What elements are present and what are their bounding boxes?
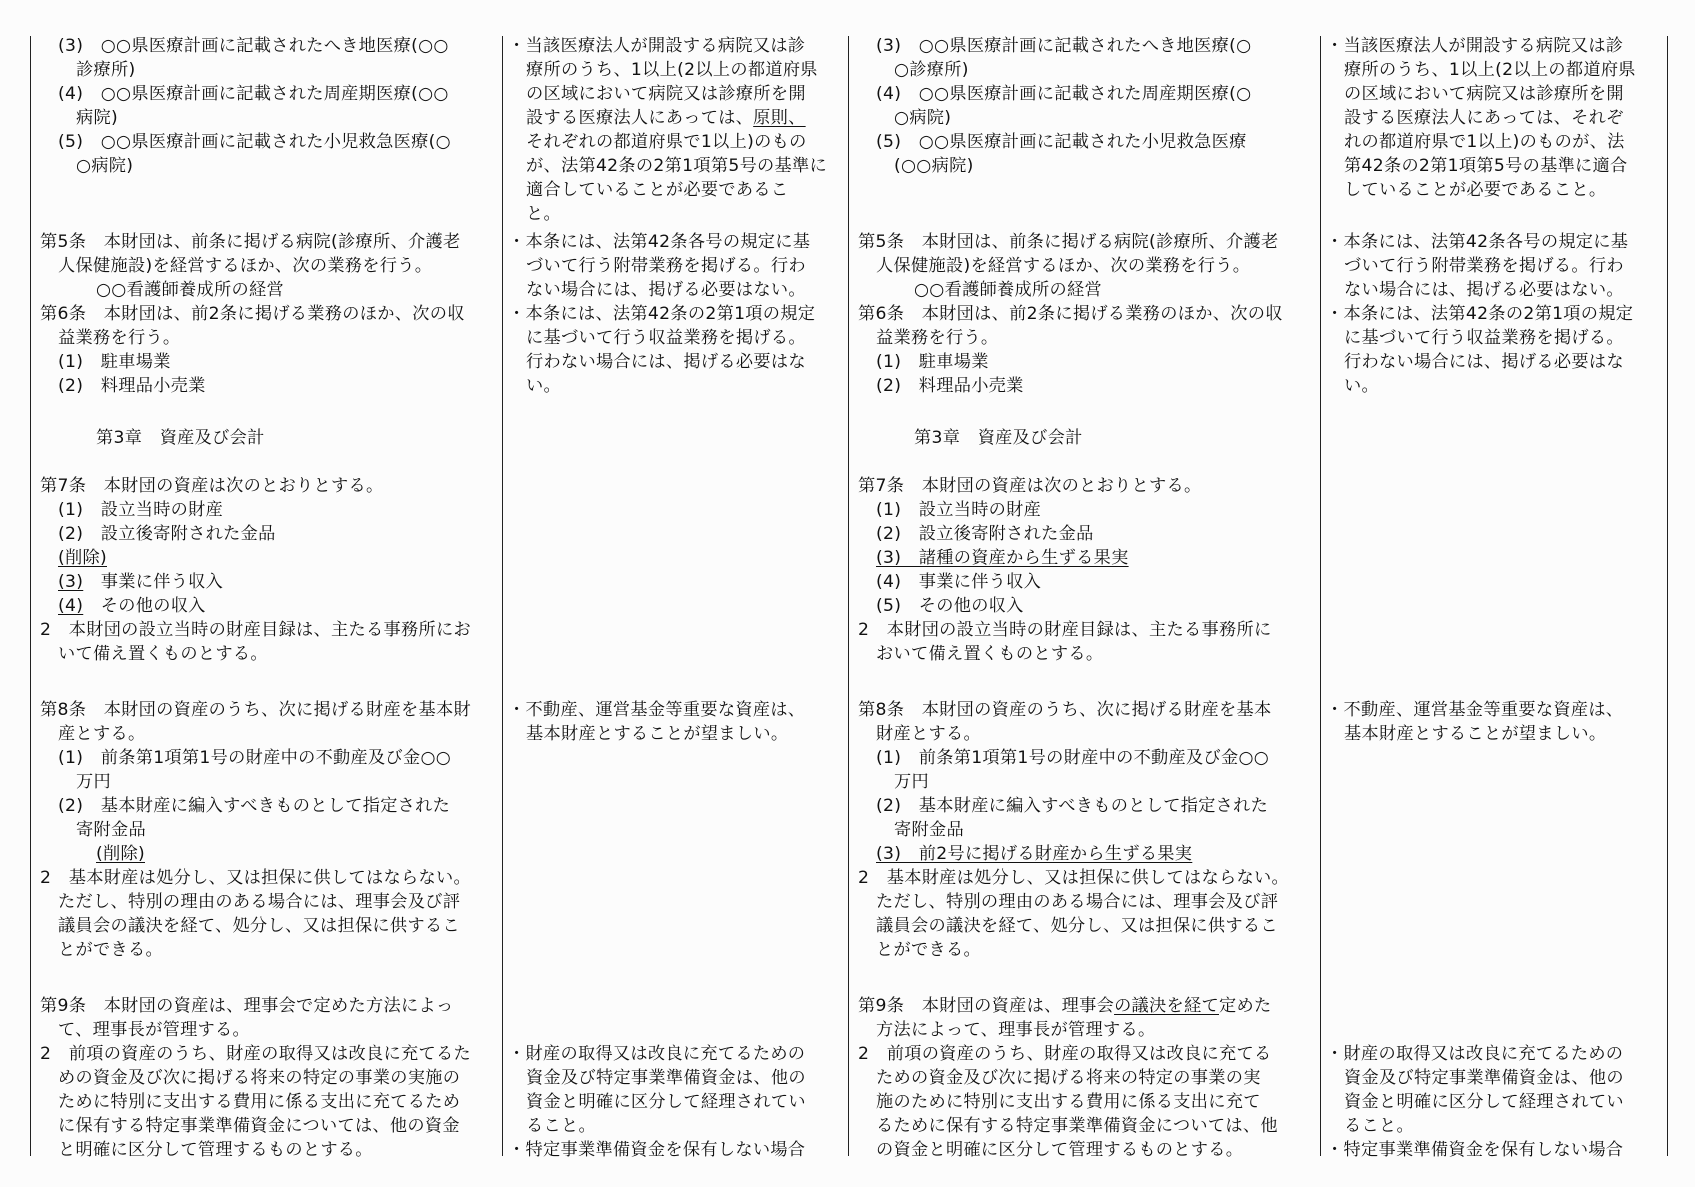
line-text: ・本条には、法第42条の2第1項の規定: [1326, 304, 1634, 324]
text-line: [1344, 178, 1606, 202]
line-text: と。: [526, 204, 561, 224]
line-text: 基本財産とすることが望ましい。: [526, 724, 789, 744]
text-line: [58, 1138, 373, 1162]
line-text: ・財産の取得又は改良に充てるための: [508, 1044, 806, 1064]
text-line: [58, 1018, 250, 1042]
line-text: (1) 設立当時の財産: [876, 500, 1042, 520]
text-line: [876, 722, 981, 746]
line-text: 行わない場合には、掲げる必要はな: [1344, 352, 1624, 372]
line-text: の資金と明確に区分して管理するものとする。: [876, 1140, 1244, 1160]
line-text: 第7条 本財団の資産は次のとおりとする。: [858, 476, 1202, 496]
text-line: [526, 130, 807, 154]
column-divider: [1667, 36, 1668, 1156]
text-line: [876, 938, 981, 962]
text-line: [876, 82, 1251, 106]
text-line: [876, 594, 1024, 618]
line-text: (2) 基本財産に編入すべきものとして指定された: [876, 796, 1269, 816]
line-text: 療所のうち、1以上(2以上の都道府県: [526, 60, 818, 80]
line-text: 2 基本財産は処分し、又は担保に供してはならない。: [858, 868, 1289, 888]
text-line: [876, 890, 1278, 914]
line-text: 2 前項の資産のうち、財産の取得又は改良に充てるた: [40, 1044, 471, 1064]
line-text: 施のために特別に支出する費用に係る支出に充て: [876, 1092, 1261, 1112]
line-text: 人保健施設)を経営するほか、次の業務を行う。: [58, 256, 433, 276]
line-text: 資金及び特定事業準備資金は、他の: [1344, 1068, 1624, 1088]
text-line: [1326, 302, 1633, 326]
line-text: ○診療所): [894, 60, 969, 80]
text-line: [1344, 326, 1624, 350]
line-text: 議員会の議決を経て、処分し、又は担保に供するこ: [876, 916, 1278, 936]
text-line: [76, 818, 146, 842]
text-line: [1344, 106, 1624, 130]
line-text: していることが必要であること。: [1344, 180, 1607, 200]
line-text: ○病院): [76, 156, 134, 176]
text-line: [894, 106, 951, 130]
line-text: 万円: [894, 772, 929, 792]
text-line: [526, 58, 818, 82]
text-line: [526, 82, 806, 106]
text-line: [58, 130, 451, 154]
text-line: [876, 842, 1192, 866]
text-line: [858, 302, 1283, 326]
line-text: 産とする。: [58, 724, 146, 744]
text-line: [58, 34, 449, 58]
line-text: 方法によって、理事長が管理する。: [876, 1020, 1156, 1040]
text-line: [876, 254, 1250, 278]
line-text: ない場合には、掲げる必要はない。: [1344, 280, 1624, 300]
line-text: 第9条 本財団の資産は、理事会で定めた方法によっ: [40, 996, 454, 1016]
line-text: 設する医療法人にあっては、: [526, 108, 754, 128]
line-text: (2) 設立後寄附された金品: [876, 524, 1094, 544]
line-text: (1) 前条第1項第1号の財産中の不動産及び金○○: [876, 748, 1270, 768]
text-line: [40, 866, 471, 890]
line-text: (2) 設立後寄附された金品: [58, 524, 276, 544]
line-text: (1) 前条第1項第1号の財産中の不動産及び金○○: [58, 748, 452, 768]
text-line: [876, 794, 1268, 818]
text-line: [58, 1066, 460, 1090]
line-text: に保有する特定事業準備資金については、他の資金: [58, 1116, 460, 1136]
text-line: [876, 130, 1247, 154]
line-text: 寄附金品: [76, 820, 146, 840]
text-line: [858, 1042, 1271, 1066]
line-text: (4) 事業に伴う収入: [876, 572, 1042, 592]
text-line: [40, 618, 471, 642]
text-line: [876, 374, 1024, 398]
text-line: [894, 770, 929, 794]
text-line: [914, 278, 1102, 302]
line-text: (2) 料理品小売業: [58, 376, 206, 396]
text-line: [526, 178, 788, 202]
line-text: ること。: [526, 1116, 596, 1136]
line-text: ための資金及び次に掲げる将来の特定の事業の実: [876, 1068, 1261, 1088]
text-line: [96, 278, 284, 302]
line-text: づいて行う附帯業務を掲げる。行わ: [1344, 256, 1624, 276]
line-text: 資金及び特定事業準備資金は、他の: [526, 1068, 806, 1088]
text-line: [876, 746, 1269, 770]
line-text: 設する医療法人にあっては、それぞ: [1344, 108, 1624, 128]
text-line: [1326, 698, 1623, 722]
line-text: 寄附金品: [894, 820, 964, 840]
text-line: [1326, 230, 1628, 254]
text-line: [526, 154, 827, 178]
line-text: (1) 設立当時の財産: [58, 500, 224, 520]
line-text: ・本条には、法第42条各号の規定に基: [1326, 232, 1629, 252]
line-text: 診療所): [76, 60, 136, 80]
text-line: [876, 642, 1103, 666]
text-line: [40, 230, 460, 254]
text-line: [526, 326, 806, 350]
text-line: [858, 618, 1271, 642]
text-line: [58, 570, 223, 594]
line-text: おいて備え置くものとする。: [876, 644, 1104, 664]
text-line: [526, 202, 561, 226]
text-line: [876, 1090, 1261, 1114]
line-text: 定めた: [1219, 996, 1272, 1016]
line-text: 病院): [76, 108, 118, 128]
line-text: に基づいて行う収益業務を掲げる。: [526, 328, 806, 348]
line-text: 資金と明確に区分して経理されてい: [526, 1092, 806, 1112]
line-text: ・特定事業準備資金を保有しない場合: [1326, 1140, 1624, 1160]
text-line: [40, 474, 384, 498]
text-line: [876, 350, 989, 374]
line-text: 第5条 本財団は、前条に掲げる病院(診療所、介護老: [858, 232, 1279, 252]
line-text: 2 前項の資産のうち、財産の取得又は改良に充てる: [858, 1044, 1272, 1064]
text-line: [526, 374, 561, 398]
line-text: 第3章 資産及び会計: [96, 428, 265, 448]
line-text: 資金と明確に区分して経理されてい: [1344, 1092, 1624, 1112]
amended-text: (削除): [96, 844, 145, 864]
line-text: 第7条 本財団の資産は次のとおりとする。: [40, 476, 384, 496]
text-line: [58, 374, 206, 398]
text-line: [96, 842, 145, 866]
line-text: 適合していることが必要であるこ: [526, 180, 789, 200]
line-text: 第8条 本財団の資産のうち、次に掲げる財産を基本: [858, 700, 1272, 720]
text-line: [58, 1090, 460, 1114]
text-line: [858, 866, 1289, 890]
column-divider: [30, 36, 31, 1156]
line-text: 行わない場合には、掲げる必要はな: [526, 352, 806, 372]
line-text: 療所のうち、1以上(2以上の都道府県: [1344, 60, 1636, 80]
line-text: 第42条の2第1項第5号の基準に適合: [1344, 156, 1628, 176]
text-line: [876, 1114, 1278, 1138]
text-line: [58, 326, 180, 350]
text-line: [876, 522, 1094, 546]
text-line: [58, 890, 460, 914]
text-line: [876, 1066, 1261, 1090]
line-text: とができる。: [58, 940, 163, 960]
line-text: (2) 料理品小売業: [876, 376, 1024, 396]
text-line: [526, 1090, 806, 1114]
line-text: ・当該医療法人が開設する病院又は診: [1326, 36, 1624, 56]
text-line: [58, 350, 171, 374]
text-line: [526, 722, 788, 746]
line-text: 第9条 本財団の資産は、理事会: [858, 996, 1115, 1016]
line-text: (5) その他の収入: [876, 596, 1024, 616]
text-line: [1344, 374, 1379, 398]
text-line: [1344, 278, 1624, 302]
text-line: [58, 498, 223, 522]
amended-text: (4): [58, 596, 84, 616]
text-line: [58, 254, 432, 278]
text-line: [1344, 254, 1624, 278]
column-divider: [502, 36, 503, 1156]
text-line: [1326, 34, 1623, 58]
amended-text: 原則、: [753, 108, 806, 128]
line-text: (3) ○○県医療計画に記載されたへき地医療(○: [876, 36, 1252, 56]
line-text: ただし、特別の理由のある場合には、理事会及び評: [58, 892, 461, 912]
text-line: [76, 770, 111, 794]
text-line: [1344, 1090, 1624, 1114]
line-text: 人保健施設)を経営するほか、次の業務を行う。: [876, 256, 1251, 276]
text-line: [58, 722, 145, 746]
line-text: るために保有する特定事業準備資金については、他: [876, 1116, 1278, 1136]
line-text: (○○病院): [894, 156, 974, 176]
line-text: 2 本財団の設立当時の財産目録は、主たる事務所にお: [40, 620, 471, 640]
text-line: [508, 34, 805, 58]
line-text: が、法第42条の2第1項第5号の基準に: [526, 156, 828, 176]
line-text: ・本条には、法第42条の2第1項の規定: [508, 304, 816, 324]
line-text: ・本条には、法第42条各号の規定に基: [508, 232, 811, 252]
line-text: 財産とする。: [876, 724, 981, 744]
text-line: [1344, 154, 1628, 178]
text-line: [858, 230, 1278, 254]
line-text: 事業に伴う収入: [83, 572, 224, 592]
line-text: 第6条 本財団は、前2条に掲げる業務のほか、次の収: [858, 304, 1283, 324]
line-text: (3) ○○県医療計画に記載されたへき地医療(○○: [58, 36, 449, 56]
line-text: ・当該医療法人が開設する病院又は診: [508, 36, 806, 56]
text-line: [876, 1018, 1155, 1042]
text-line: [508, 1138, 805, 1162]
text-line: [894, 818, 964, 842]
line-text: に基づいて行う収益業務を掲げる。: [1344, 328, 1624, 348]
line-text: その他の収入: [83, 596, 206, 616]
line-text: 万円: [76, 772, 111, 792]
line-text: (2) 基本財産に編入すべきものとして指定された: [58, 796, 451, 816]
text-line: [58, 914, 460, 938]
text-line: [58, 82, 449, 106]
line-text: 第8条 本財団の資産のうち、次に掲げる財産を基本財: [40, 700, 471, 720]
text-line: [1326, 1138, 1623, 1162]
text-line: [526, 254, 806, 278]
text-line: [876, 326, 998, 350]
text-line: [58, 522, 276, 546]
text-line: [76, 154, 133, 178]
text-line: [876, 1138, 1243, 1162]
line-text: 益業務を行う。: [876, 328, 999, 348]
text-line: [876, 914, 1278, 938]
text-line: [876, 498, 1041, 522]
line-text: い。: [1344, 376, 1379, 396]
line-text: (5) ○○県医療計画に記載された小児救急医療: [876, 132, 1247, 152]
text-line: [76, 58, 135, 82]
line-text: 議員会の議決を経て、処分し、又は担保に供するこ: [58, 916, 460, 936]
text-line: [858, 994, 1271, 1018]
line-text: い。: [526, 376, 561, 396]
text-line: [858, 474, 1202, 498]
line-text: 基本財産とすることが望ましい。: [1344, 724, 1607, 744]
line-text: の区域において病院又は診療所を開: [526, 84, 806, 104]
line-text: れの都道府県で1以上)のものが、法: [1344, 132, 1625, 152]
text-line: [914, 426, 1083, 450]
text-line: [526, 106, 806, 130]
text-line: [40, 994, 453, 1018]
line-text: (1) 駐車場業: [58, 352, 171, 372]
line-text: 益業務を行う。: [58, 328, 181, 348]
line-text: ○○看護師養成所の経営: [914, 280, 1102, 300]
amended-text: (削除): [58, 548, 107, 568]
text-line: [1344, 350, 1624, 374]
line-text: ない場合には、掲げる必要はない。: [526, 280, 806, 300]
text-line: [1344, 1114, 1414, 1138]
amended-text: (3) 諸種の資産から生ずる果実: [876, 548, 1129, 568]
text-line: [58, 1114, 460, 1138]
line-text: それぞれの都道府県で1以上)のもの: [526, 132, 807, 152]
text-line: [526, 350, 806, 374]
text-line: [58, 594, 206, 618]
text-line: [40, 1042, 471, 1066]
line-text: ・財産の取得又は改良に充てるための: [1326, 1044, 1624, 1064]
line-text: (1) 駐車場業: [876, 352, 989, 372]
text-line: [858, 698, 1271, 722]
line-text: づいて行う附帯業務を掲げる。行わ: [526, 256, 806, 276]
amended-text: (3): [58, 572, 84, 592]
text-line: [526, 1114, 596, 1138]
text-line: [508, 698, 805, 722]
line-text: いて備え置くものとする。: [58, 644, 268, 664]
line-text: (4) ○○県医療計画に記載された周産期医療(○○: [58, 84, 449, 104]
line-text: ・不動産、運営基金等重要な資産は、: [508, 700, 806, 720]
line-text: (4) ○○県医療計画に記載された周産期医療(○: [876, 84, 1252, 104]
amended-text: (3) 前2号に掲げる財産から生ずる果実: [876, 844, 1193, 864]
text-line: [58, 938, 163, 962]
text-line: [508, 302, 815, 326]
text-line: [1344, 1066, 1624, 1090]
text-line: [876, 546, 1129, 570]
text-line: [40, 302, 465, 326]
line-text: (5) ○○県医療計画に記載された小児救急医療(○: [58, 132, 451, 152]
column-divider: [1320, 36, 1321, 1156]
line-text: 2 基本財産は処分し、又は担保に供してはならない。: [40, 868, 471, 888]
text-line: [58, 746, 451, 770]
text-line: [526, 278, 806, 302]
line-text: と明確に区分して管理するものとする。: [58, 1140, 373, 1160]
line-text: とができる。: [876, 940, 981, 960]
text-line: [1344, 722, 1606, 746]
amended-text: の議決を経て: [1114, 996, 1219, 1016]
line-text: ること。: [1344, 1116, 1414, 1136]
text-line: [40, 698, 471, 722]
text-line: [1326, 1042, 1623, 1066]
text-line: [1344, 58, 1636, 82]
line-text: の区域において病院又は診療所を開: [1344, 84, 1624, 104]
line-text: ・不動産、運営基金等重要な資産は、: [1326, 700, 1624, 720]
line-text: ○○看護師養成所の経営: [96, 280, 284, 300]
text-line: [894, 154, 974, 178]
line-text: 第6条 本財団は、前2条に掲げる業務のほか、次の収: [40, 304, 465, 324]
text-line: [876, 34, 1251, 58]
line-text: 2 本財団の設立当時の財産目録は、主たる事務所に: [858, 620, 1272, 640]
text-line: [1344, 130, 1625, 154]
line-text: ○病院): [894, 108, 952, 128]
text-line: [526, 1066, 806, 1090]
line-text: めの資金及び次に掲げる将来の特定の事業の実施の: [58, 1068, 461, 1088]
text-line: [96, 426, 265, 450]
text-line: [58, 794, 450, 818]
text-line: [508, 1042, 805, 1066]
line-text: ただし、特別の理由のある場合には、理事会及び評: [876, 892, 1279, 912]
text-line: [894, 58, 969, 82]
line-text: 第5条 本財団は、前条に掲げる病院(診療所、介護老: [40, 232, 461, 252]
text-line: [76, 106, 118, 130]
text-line: [58, 546, 107, 570]
line-text: て、理事長が管理する。: [58, 1020, 251, 1040]
column-divider: [848, 36, 849, 1156]
line-text: ・特定事業準備資金を保有しない場合: [508, 1140, 806, 1160]
text-line: [876, 570, 1041, 594]
text-line: [508, 230, 810, 254]
text-line: [1344, 82, 1624, 106]
line-text: 第3章 資産及び会計: [914, 428, 1083, 448]
text-line: [58, 642, 268, 666]
line-text: ために特別に支出する費用に係る支出に充てるため: [58, 1092, 461, 1112]
